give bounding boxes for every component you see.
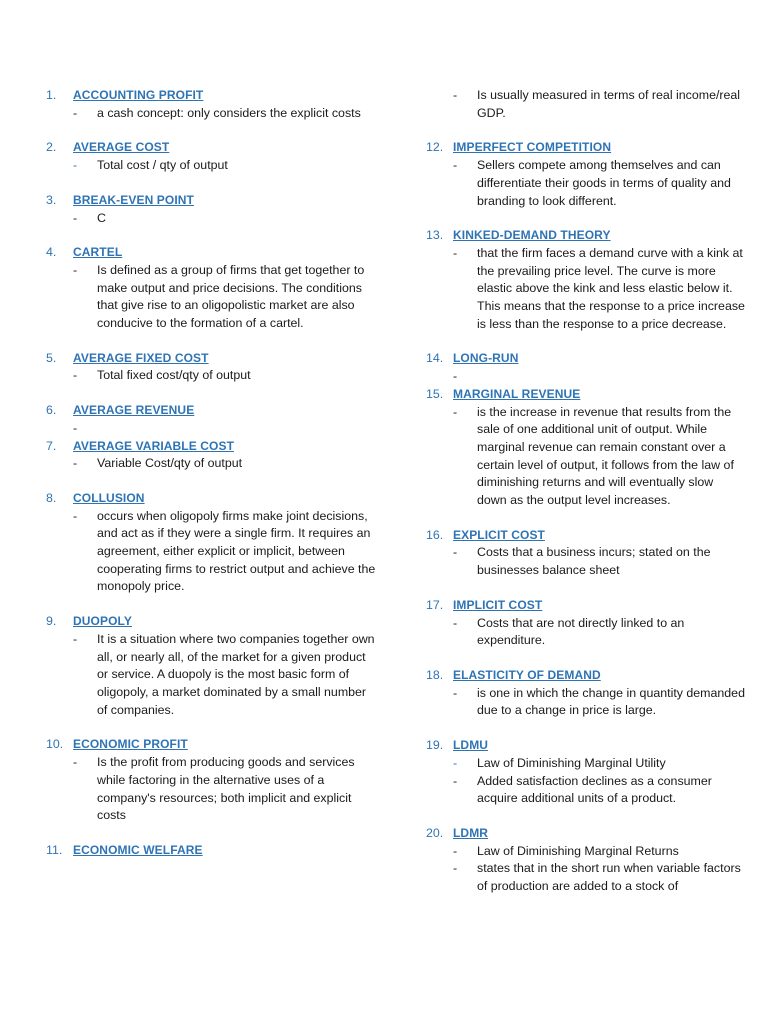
entry-bullet: - Is usually measured in terms of real income/real GDP. bbox=[426, 87, 746, 122]
empty-bullet: - bbox=[453, 369, 458, 384]
glossary-entry bbox=[46, 490, 376, 596]
entry-number: 4. bbox=[46, 245, 57, 260]
entry-number: 20. bbox=[426, 825, 444, 840]
bullet-text: is the increase in revenue that results from the sale of one additional unit of output. While marginal revenue can remain constant over a certain level of output, it follows from the law of diminishing returns and will eventually slow down as the output level increases. bbox=[477, 404, 734, 508]
bullet-text: occurs when oligopoly firms make joint decisions, and act as if they were a single firm. It requires an agreement, either explicit or implicit, between cooperating firms to restrict output and achieve the monopoly price. bbox=[97, 508, 376, 594]
glossary-entry bbox=[46, 402, 376, 437]
entry-term: COLLUSION bbox=[73, 490, 145, 505]
bullet-text: Added satisfaction declines as a consumer acquire additional units of a product. bbox=[477, 773, 712, 806]
entry-number: 5. bbox=[46, 350, 57, 365]
bullet-text: Total fixed cost/qty of output bbox=[97, 368, 251, 383]
entry-bullet: - occurs when oligopoly firms make joint decisions, and act as if they were a single firm. It requires an agreement, either explicit or implicit, between cooperating firms to restrict output and achieve the monopoly price. bbox=[46, 508, 376, 597]
glossary-entry bbox=[426, 527, 746, 580]
entry-number: 18. bbox=[426, 667, 444, 682]
bullet-text: C bbox=[97, 210, 106, 225]
entry-number: 6. bbox=[46, 403, 57, 418]
entry-term: CARTEL bbox=[73, 245, 123, 260]
entry-number: 11. bbox=[46, 842, 63, 857]
entry-bullet: - Total fixed cost/qty of output bbox=[46, 367, 376, 385]
entry-term: AVERAGE COST bbox=[73, 140, 170, 155]
entry-bullet: - states that in the short run when variable factors of production are added to a stock of bbox=[426, 860, 746, 895]
glossary-entry bbox=[426, 139, 746, 210]
entry-bullet: - is the increase in revenue that results from the sale of one additional unit of output. While marginal revenue can remain constant over a certain level of output, it follows from the law of diminishing returns and will eventually slow down as the output level increases. bbox=[426, 404, 746, 510]
bullet-text: Law of Diminishing Marginal Returns bbox=[477, 843, 679, 858]
entry-term: LDMR bbox=[453, 825, 489, 840]
entry-term: IMPLICIT COST bbox=[453, 597, 543, 612]
entry-term: BREAK-EVEN POINT bbox=[73, 192, 194, 207]
glossary-entry bbox=[46, 87, 376, 122]
glossary-entry bbox=[46, 438, 376, 473]
glossary-entry bbox=[426, 737, 746, 808]
empty-bullet: - bbox=[73, 420, 78, 435]
entry-term: ECONOMIC WELFARE bbox=[73, 842, 203, 857]
entry-number: 15. bbox=[426, 386, 444, 401]
bullet-text: Sellers compete among themselves and can differentiate their goods in terms of quality and branding to look different. bbox=[477, 158, 731, 208]
continuation-entry bbox=[426, 87, 746, 122]
left-column bbox=[46, 87, 376, 860]
entry-term: AVERAGE FIXED COST bbox=[73, 350, 209, 365]
entry-number: 7. bbox=[46, 438, 57, 453]
entry-term: KINKED-DEMAND THEORY bbox=[453, 228, 611, 243]
entry-term: EXPLICIT COST bbox=[453, 527, 545, 542]
glossary-entry bbox=[426, 825, 746, 896]
entry-bullet: - Added satisfaction declines as a consumer acquire additional units of a product. bbox=[426, 773, 746, 808]
entry-bullet: - Law of Diminishing Marginal Utility bbox=[426, 755, 746, 773]
bullet-text: that the firm faces a demand curve with a kink at the prevailing price level. The curve is more elastic above the kink and less elastic below it. This means that the response to a price increase is less than the response to a price decrease. bbox=[477, 245, 745, 331]
entry-bullet: - It is a situation where two companies together own all, or nearly all, of the market for a given product or service. A duopoly is the most basic form of oligopoly, a market dominated by a small number of companies. bbox=[46, 631, 376, 720]
glossary-entry bbox=[46, 139, 376, 174]
bullet-text: Costs that are not directly linked to an expenditure. bbox=[477, 615, 685, 648]
entry-bullet: - Total cost / qty of output bbox=[46, 157, 376, 175]
glossary-entry bbox=[46, 736, 376, 825]
bullet-text: Variable Cost/qty of output bbox=[97, 456, 243, 471]
entry-number: 9. bbox=[46, 614, 57, 629]
entry-bullet: - Costs that are not directly linked to an expenditure. bbox=[426, 615, 746, 650]
entry-number: 16. bbox=[426, 527, 444, 542]
entry-bullet: - C bbox=[46, 210, 376, 228]
entry-term: AVERAGE VARIABLE COST bbox=[73, 438, 235, 453]
glossary-entry bbox=[46, 842, 376, 860]
entry-bullet: - Sellers compete among themselves and can differentiate their goods in terms of quality and branding to look different. bbox=[426, 157, 746, 210]
glossary-entry bbox=[426, 227, 746, 333]
entry-bullet: - Variable Cost/qty of output bbox=[46, 455, 376, 473]
bullet-text: states that in the short run when variable factors of production are added to a stock of bbox=[477, 861, 741, 894]
entry-number: 19. bbox=[426, 738, 444, 753]
entry-bullet: - Law of Diminishing Marginal Returns bbox=[426, 843, 746, 861]
entry-term: ECONOMIC PROFIT bbox=[73, 737, 188, 752]
entry-bullet: - that the firm faces a demand curve with a kink at the prevailing price level. The curve is more elastic above the kink and less elastic below it. This means that the response to a price increase is less than the response to a price decrease. bbox=[426, 245, 746, 334]
bullet-text: Costs that a business incurs; stated on the businesses balance sheet bbox=[477, 545, 711, 578]
glossary-entry bbox=[46, 244, 376, 333]
entry-number: 17. bbox=[426, 597, 444, 612]
entry-bullet: - is one in which the change in quantity demanded due to a change in price is large. bbox=[426, 685, 746, 720]
bullet-text: a cash concept: only considers the explicit costs bbox=[97, 105, 361, 120]
glossary-entry bbox=[426, 667, 746, 720]
right-column bbox=[426, 87, 746, 896]
entry-number: 13. bbox=[426, 228, 444, 243]
glossary-entry bbox=[426, 597, 746, 650]
entry-term: DUOPOLY bbox=[73, 614, 132, 629]
entry-number: 2. bbox=[46, 140, 57, 155]
glossary-entry bbox=[426, 386, 746, 510]
glossary-entry bbox=[46, 350, 376, 385]
glossary-entry bbox=[426, 350, 746, 385]
entry-term: MARGINAL REVENUE bbox=[453, 386, 581, 401]
entry-term: LDMU bbox=[453, 738, 489, 753]
bullet-text: Is defined as a group of firms that get together to make output and price decisions. The conditions that give rise to an oligopolistic market are also conducive to the formation of a cartel. bbox=[97, 262, 365, 331]
entry-bullet: - Costs that a business incurs; stated on the businesses balance sheet bbox=[426, 544, 746, 579]
bullet-text: is one in which the change in quantity demanded due to a change in price is large. bbox=[477, 685, 745, 718]
bullet-text: Total cost / qty of output bbox=[97, 158, 228, 173]
entry-term: ELASTICITY OF DEMAND bbox=[453, 667, 601, 682]
entry-number: 10. bbox=[46, 737, 64, 752]
entry-term: ACCOUNTING PROFIT bbox=[73, 88, 204, 102]
entry-number: 3. bbox=[46, 192, 57, 207]
entry-number: 12. bbox=[426, 140, 444, 155]
entry-bullet: - Is defined as a group of firms that get together to make output and price decisions. The conditions that give rise to an oligopolistic market are also conducive to the formation of a cartel. bbox=[46, 262, 376, 333]
bullet-text: It is a situation where two companies together own all, or nearly all, of the market for a given product or service. A duopoly is the most basic form of oligopoly, a market dominated by a small number of companies. bbox=[97, 631, 375, 717]
entry-number: 8. bbox=[46, 490, 57, 505]
entry-bullet: - Is the profit from producing goods and services while factoring in the alternative uses of a company's resources; both implicit and explicit costs bbox=[46, 754, 376, 825]
entry-term: IMPERFECT COMPETITION bbox=[453, 140, 612, 155]
bullet-text: Is usually measured in terms of real income/real GDP. bbox=[477, 88, 741, 120]
entry-number: 1. bbox=[46, 88, 57, 102]
glossary-entry bbox=[46, 613, 376, 719]
glossary-entry bbox=[46, 192, 376, 227]
entry-number: 14. bbox=[426, 351, 444, 366]
entry-bullet: - a cash concept: only considers the explicit costs bbox=[46, 105, 376, 123]
entry-term: LONG-RUN bbox=[453, 351, 519, 366]
bullet-text: Law of Diminishing Marginal Utility bbox=[477, 755, 666, 770]
entry-term: AVERAGE REVENUE bbox=[73, 403, 195, 418]
bullet-text: Is the profit from producing goods and services while factoring in the alternative uses of a company's resources; both implicit and explicit costs bbox=[97, 755, 355, 823]
